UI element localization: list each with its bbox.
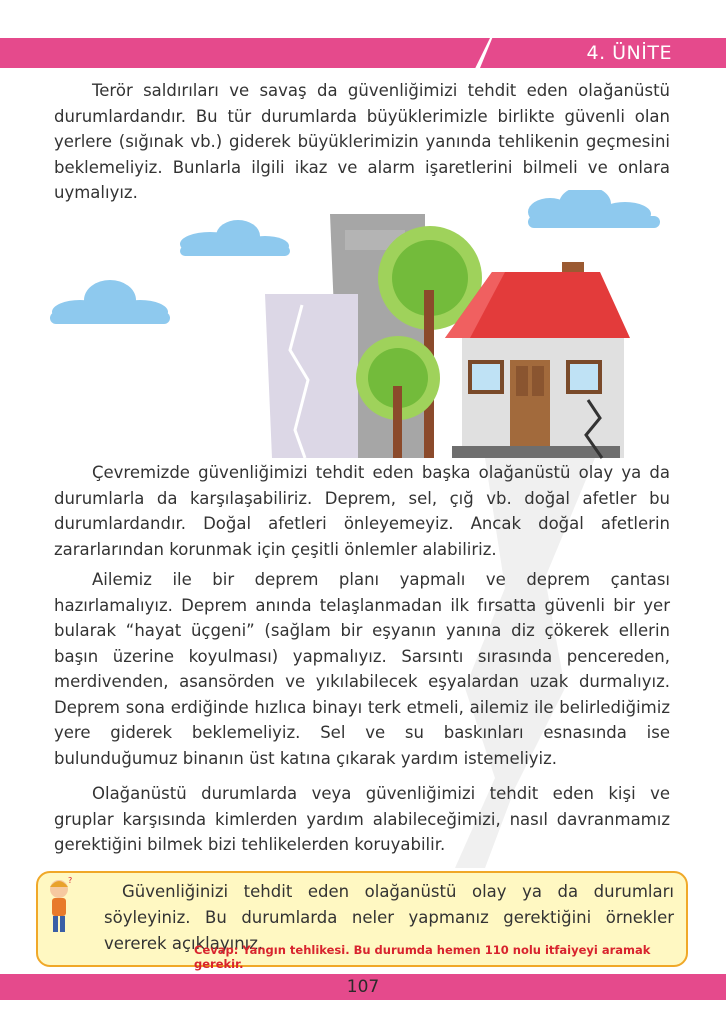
paragraph-natural-disasters: Çevremizde güvenliğimizi tehdit eden başka olağanüstü olay ya da durumlarla da karşılaşabiliriz. Deprem, sel, çığ vb. doğal afetler bu durumlardandır. Doğal afetleri önleyemeyiz. Ancak doğal afetlerin zararlarından korunmak için çeşitli önlemler alabiliriz.	[54, 463, 670, 559]
header-bar	[0, 38, 726, 68]
question-text: Güvenliğinizi tehdit eden olağanüstü olay ya da durumları söyleyiniz. Bu durumlarda neler yapmanız gerektiğini örnekler vererek açıklayınız.	[104, 882, 674, 953]
paragraph-terror: Terör saldırıları ve savaş da güvenliğimizi tehdit eden olağanüstü durumlardandır. Bu tür durumlarda büyüklerimizle birlikte güvenli olan yerlere (sığınak vb.) giderek büyüklerimizin yanında tehlikenin geçmesini beklemeliyiz. Bunlarla ilgili ikaz ve alarm işaretlerini bilmeli ve onlara uymalıyız.	[54, 81, 670, 202]
cloud-icon	[180, 220, 290, 256]
earthquake-house-illustration	[40, 190, 680, 460]
thinking-child-icon	[44, 875, 74, 937]
page-number: 107	[346, 977, 380, 997]
cloud-icon	[50, 280, 170, 324]
paragraph-getting-help: Olağanüstü durumlarda veya güvenliğimizi tehdit eden kişi ve gruplar karşısında kimlerden yardım alabileceğimizi, nasıl davranmamız gerektiğini bilmek bizi tehlikelerden koruyabilir.	[54, 784, 670, 854]
unit-label: 4. ÜNİTE	[586, 42, 672, 64]
svg-text:?: ?	[68, 876, 73, 885]
answer-text: Cevap: Yangın tehlikesi. Bu durumda hemen 110 nolu itfaiyeyi aramak gerekir.	[194, 943, 651, 971]
cloud-icon	[528, 190, 660, 228]
question-box	[36, 871, 688, 971]
paragraph-earthquake-plan: Ailemiz ile bir deprem planı yapmalı ve deprem çantası hazırlamalıyız. Deprem anında telaşlanmadan ilk fırsatta güvenli bir yer bularak “hayat üçgeni” (sağlam bir eşyanın yanına diz çökerek ellerin başın üzerine koyulması) yapmalıyız. Sarsıntı sırasında pencereden, merdivenden, asansörden ve yıkılabilecek eşyalardan uzak durmalıyız. Deprem sona erdiğinde hızlıca binayı terk etmeli, ailemiz ile belirlediğimiz yere giderek beklemeliyiz. Sel ve su baskınları esnasında ise bulunduğumuz binanın üst katına çıkarak yardım istemeliyiz.	[54, 570, 670, 768]
header-stripe-left	[0, 38, 490, 68]
